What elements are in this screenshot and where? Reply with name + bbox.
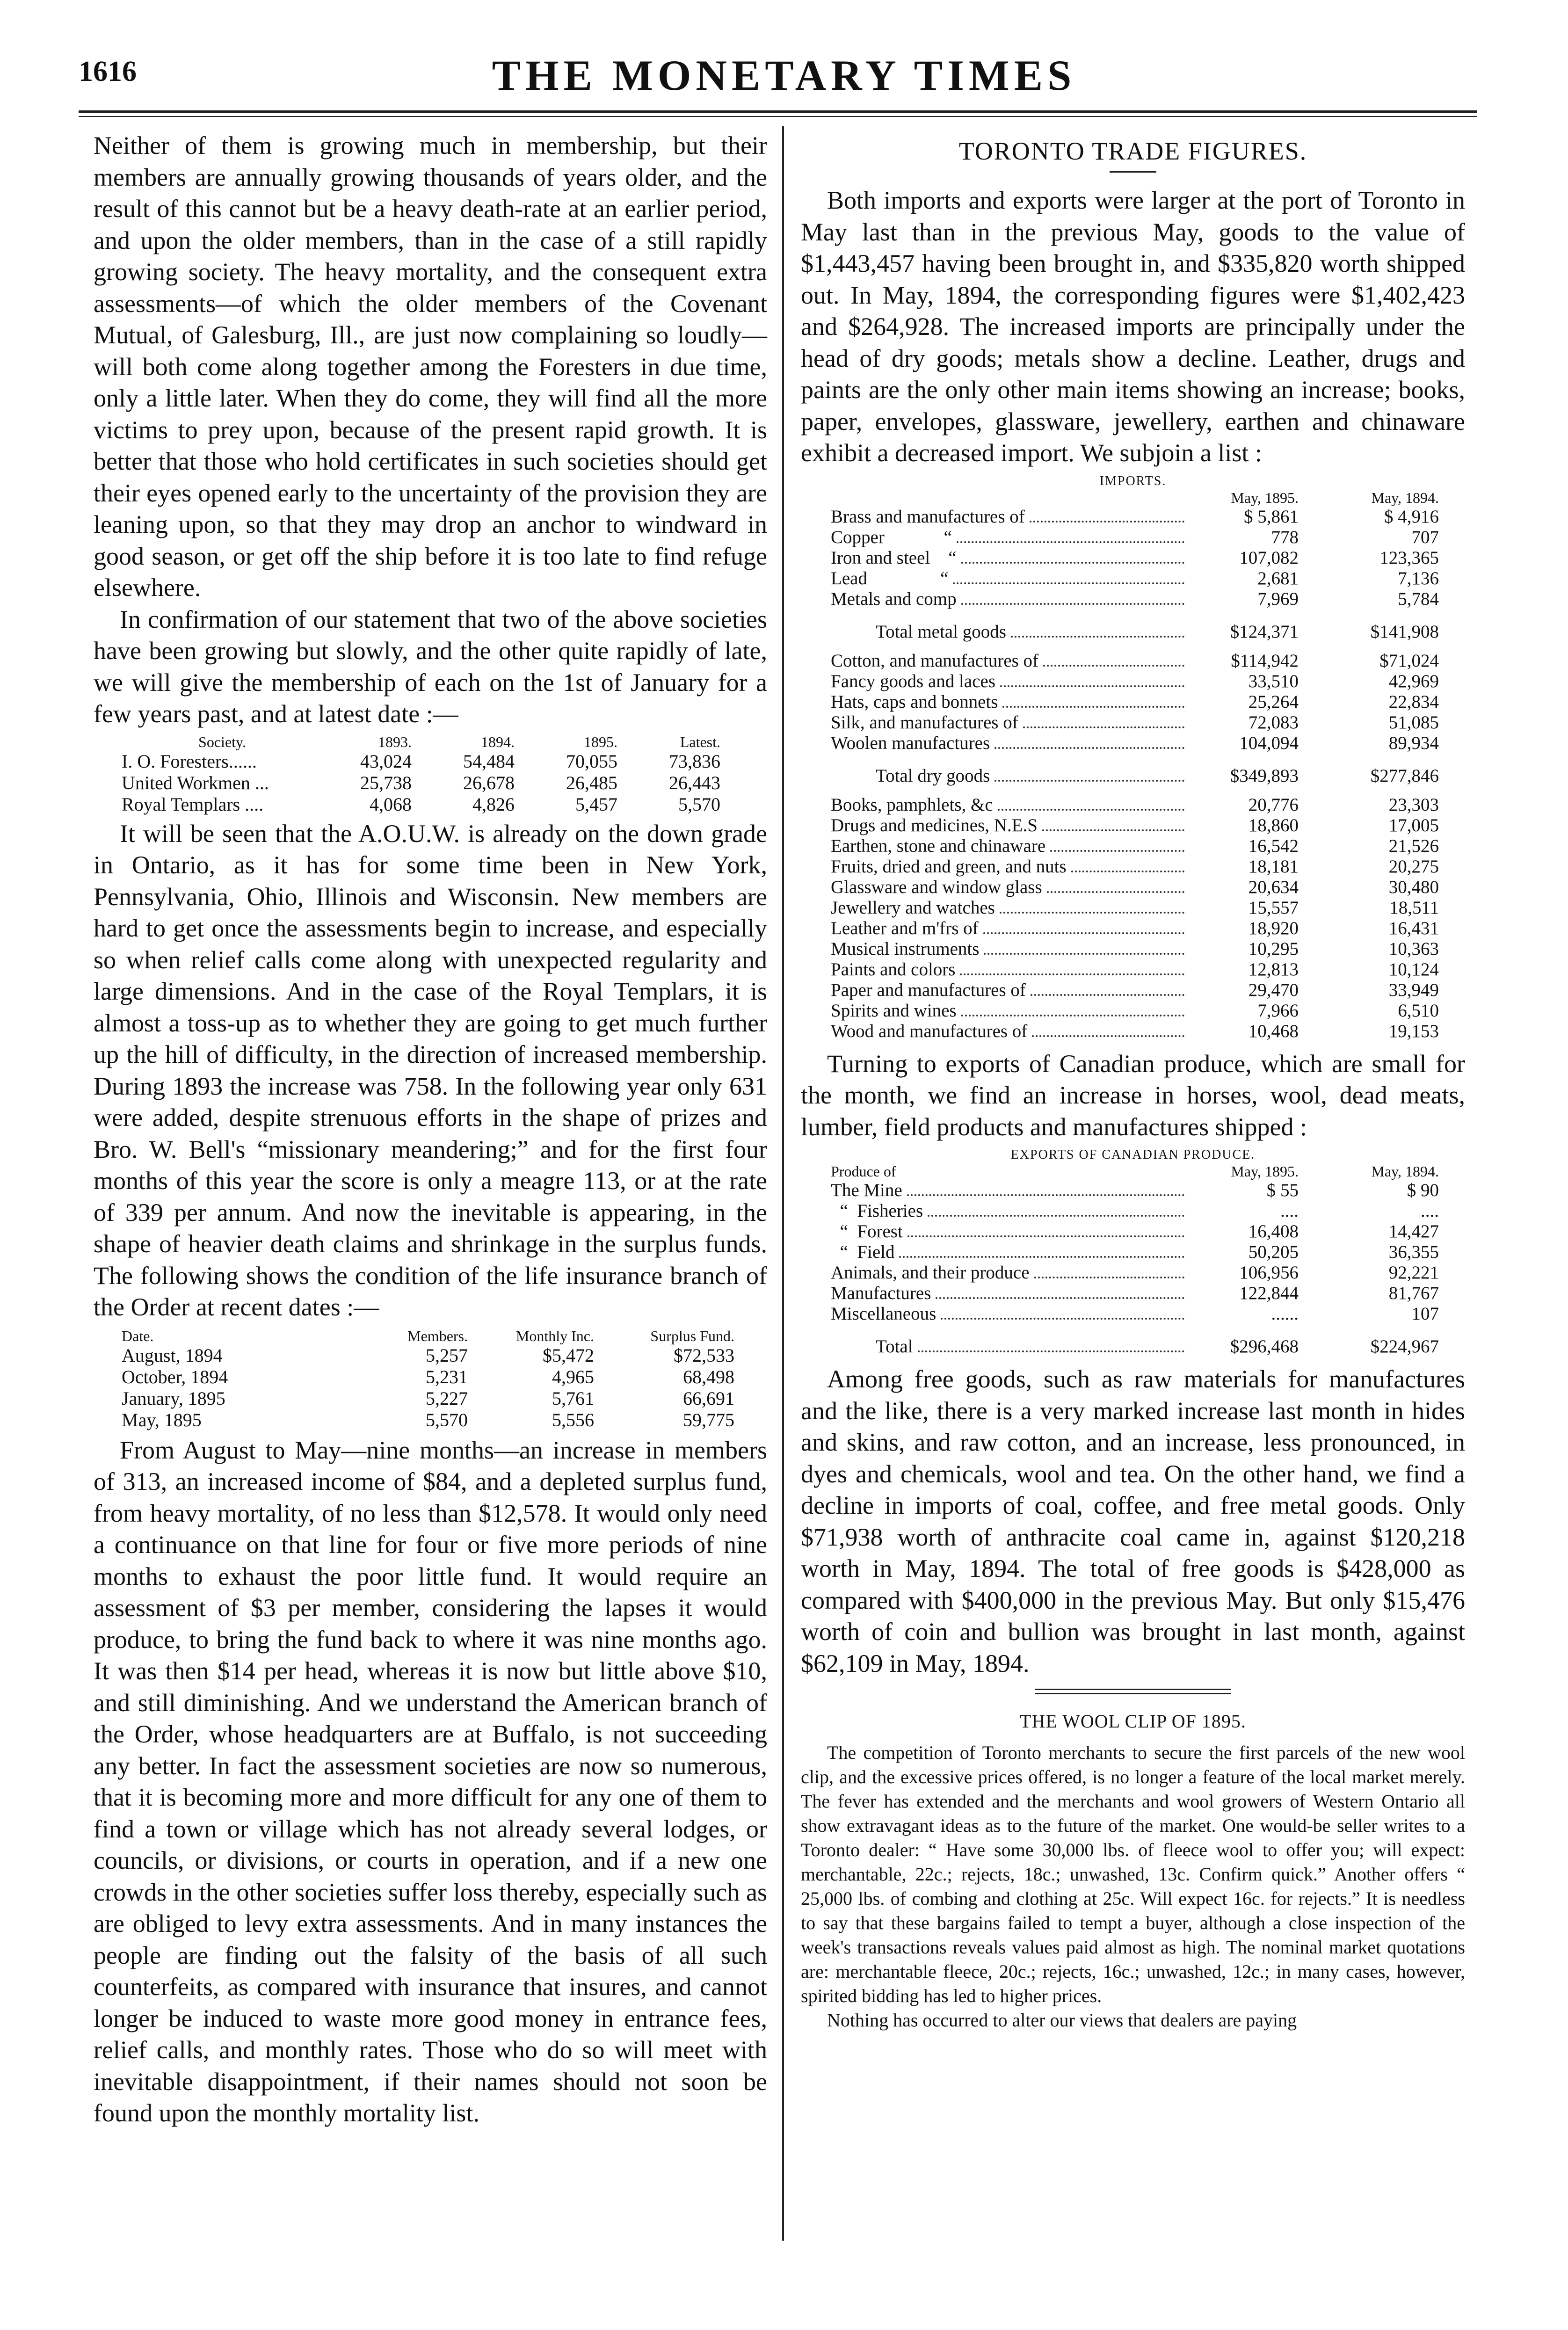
row-label: Total metal goods <box>876 621 1006 642</box>
dot-leader <box>960 973 1184 975</box>
cell-value: $114,942 <box>1231 650 1299 671</box>
row-label: “ Forest <box>831 1221 903 1241</box>
table-row <box>831 507 1439 527</box>
cell-value: 4,826 <box>472 793 515 815</box>
article-paragraph: Turning to exports of Canadian produce, which are small for the month, we find an increase in horses, wool, dead meats, lumber, field products and manufactures shipped : <box>801 1049 1465 1141</box>
row-label: Cotton, and manufactures of <box>831 650 1039 671</box>
section-title: TORONTO TRADE FIGURES. <box>958 137 1307 165</box>
masthead-title: THE MONETARY TIMES <box>492 51 1076 99</box>
dot-leader <box>907 1235 1184 1237</box>
row-label: Wood and manufactures of <box>831 1021 1028 1041</box>
cell-value: 68,498 <box>683 1366 734 1387</box>
dot-leader <box>1032 1035 1184 1037</box>
cell-value: 10,468 <box>1248 1021 1299 1041</box>
row-label: Lead “ <box>831 568 949 588</box>
table-row <box>831 651 1439 671</box>
row-label: United Workmen ... <box>122 772 269 793</box>
table-row <box>831 568 1439 589</box>
cell-value: 5,761 <box>552 1387 594 1409</box>
cell-value: 19,153 <box>1388 1021 1439 1041</box>
section-title: THE WOOL CLIP OF 1895. <box>1020 1711 1246 1732</box>
cell-value: 33,949 <box>1388 980 1439 1000</box>
article-paragraph: From August to May—nine months—an increase in members of 313, an increased income of $84, and a depleted surplus fund, from heavy mortality, of no less than $12,578. It would only need a continuance on that line for four or five more periods of nine months to exhaust the poor little fund. It would require an assessment of $3 per member, considering the lapses it would produce, to bring the fund back to where it was nine months ago. It was then $14 per head, whereas it is now but little above $10, and still diminishing. And we understand the American branch of the Order, whose headquarters are at Buffalo, is not succeeding any better. In fact the assessment societies are now so numerous, that it is becoming more and more difficult for any one of them to find a town or village which has not already several lodges, or councils, or divisions, or courts in operation, and if a new one crowds in the other societies suffer loss thereby, especially such as are obliged to levy extra assessments. And in many instances the people are finding out the falsity of the basis of all such counterfeits, as compared with insurance that insures, and cannot longer be induced to waste more good money in entrance fees, relief calls, and monthly rates. Those who do so will meet with inevitable disappointment, if their names should not soon be found upon the monthly mortality list. <box>94 1436 767 2127</box>
table-row <box>831 1221 1439 1242</box>
cell-value: 5,257 <box>426 1344 468 1366</box>
row-label: “ Field <box>831 1242 895 1262</box>
dot-leader <box>941 1318 1184 1320</box>
cell-value: 10,295 <box>1248 938 1299 959</box>
cell-value: 25,738 <box>360 772 412 793</box>
table-row <box>831 1336 1439 1357</box>
row-label: Fruits, dried and green, and nuts <box>831 856 1067 877</box>
table-row <box>831 1021 1439 1042</box>
row-label: Animals, and their produce <box>831 1263 1030 1283</box>
article-paragraph: Both imports and exports were larger at the port of Toronto in May last than in the previous May, goods to the value of $1,443,457 having been brought in, and $335,820 worth shipped out. In May, 1894, the corresponding figures were $1,402,423 and $264,928. The increased imports are principally under the head of dry goods; metals show a decline. Leather, drugs and paints are the only other main items showing an increase; books, paper, envelopes, glassware, jewellery, earthen and chinaware exhibit a decreased import. We subjoin a list : <box>801 186 1465 467</box>
cell-value: $224,967 <box>1370 1336 1439 1357</box>
cell-value: 26,485 <box>566 772 617 793</box>
row-label: Total dry goods <box>876 765 990 786</box>
dot-leader <box>995 747 1184 749</box>
cell-value: $ 55 <box>1266 1180 1299 1200</box>
row-label: Woolen manufactures <box>831 733 990 753</box>
cell-value: $ 4,916 <box>1384 506 1439 527</box>
table-row <box>122 1409 739 1431</box>
table-row <box>831 857 1439 877</box>
cell-value: 21,526 <box>1388 835 1439 856</box>
table-row <box>831 939 1439 959</box>
table-row <box>831 622 1439 642</box>
row-label: Glassware and window glass <box>831 877 1042 897</box>
table-row <box>122 772 730 794</box>
cell-value: 29,470 <box>1248 980 1299 1000</box>
cell-value: 18,860 <box>1248 815 1299 835</box>
row-label: “ Fisheries <box>831 1201 923 1221</box>
dot-leader <box>928 1215 1184 1217</box>
table-header-row <box>831 1162 1439 1180</box>
cell-value: 43,024 <box>360 750 412 772</box>
life-insurance-table <box>122 1327 739 1431</box>
cell-value: 81,767 <box>1388 1283 1439 1303</box>
cell-value: .... <box>1280 1201 1299 1221</box>
article-paragraph: Neither of them is growing much in membership, but their members are annually growing thousands of years older, and the result of this cannot but be a heavy death-rate at an earlier period, and upon the older members, than in the case of a still rapidly growing society. The heavy mortality, and the consequent extra assessments—of which the older members of the Covenant Mutual, of Galesburg, Ill., are just now complaining so loudly—will both come along together among the Foresters in due time, only a little later. When they do come, they will find all the more victims to prey upon, because of the present rapid growth. It is better that those who hold certificates in such societies should get their eyes opened early to the uncertainty of the provision they are leaning upon, so that they may drop an anchor to windward in good season, or get off the ship before it is too late to find refuge elsewhere. <box>94 131 767 602</box>
table-row <box>831 527 1439 548</box>
row-label: Jewellery and watches <box>831 897 995 918</box>
cell-value: 5,570 <box>678 793 720 815</box>
row-label: Leather and m'frs of <box>831 918 979 938</box>
dot-leader <box>961 1015 1184 1016</box>
dot-leader <box>1034 1277 1184 1278</box>
column-header: 1893. <box>378 733 412 750</box>
cell-value: 5,556 <box>552 1409 594 1430</box>
cell-value: 72,083 <box>1248 712 1299 733</box>
column-header: Members. <box>407 1327 468 1344</box>
table-row <box>831 1283 1439 1304</box>
cell-value: 66,691 <box>683 1387 734 1409</box>
article-paragraph: Nothing has occurred to alter our views that dealers are paying <box>827 2010 1297 2031</box>
cell-value: 4,965 <box>552 1366 594 1387</box>
cell-value: $71,024 <box>1379 650 1439 671</box>
table-row <box>122 1366 739 1388</box>
right-column <box>801 130 1465 2032</box>
row-label: Hats, caps and bonnets <box>831 691 998 712</box>
row-label: Metals and comp <box>831 588 957 609</box>
cell-value: $ 5,861 <box>1244 506 1299 527</box>
article-paragraph: Among free goods, such as raw materials for manufactures and the like, there is a very marked increase last month in hides and skins, and raw cotton, and an increase, less pronounced, in dyes and chemicals, wool and tea. On the other hand, we find a decline in imports of coal, coffee, and free metal goods. Only $71,938 worth of anthracite coal came in, against $120,218 worth in May, 1894. The total of free goods is $428,000 as compared with $400,000 in the previous May. But only $15,476 worth of coin and bullion was brought in last month, against $62,109 in May, 1894. <box>801 1365 1465 1677</box>
row-label: Brass and manufactures of <box>831 506 1025 527</box>
cell-value: 54,484 <box>463 750 515 772</box>
cell-value: 18,181 <box>1248 856 1299 877</box>
table-row <box>831 733 1439 754</box>
table-row <box>831 692 1439 712</box>
cell-value: 26,443 <box>669 772 720 793</box>
table-row <box>831 1201 1439 1221</box>
column-header: May, 1894. <box>1371 489 1439 506</box>
cell-value: 22,834 <box>1388 691 1439 712</box>
row-label: January, 1895 <box>122 1387 225 1409</box>
table-row <box>831 712 1439 733</box>
table-row <box>122 794 730 815</box>
cell-value: 18,920 <box>1248 918 1299 938</box>
dot-leader <box>907 1194 1184 1196</box>
cell-value: 30,480 <box>1388 877 1439 897</box>
cell-value: $277,846 <box>1370 765 1439 786</box>
cell-value: 36,355 <box>1388 1242 1439 1262</box>
table-row <box>831 1263 1439 1283</box>
cell-value: $141,908 <box>1370 621 1439 642</box>
table-row <box>831 980 1439 1001</box>
row-label: Books, pamphlets, &c <box>831 794 993 815</box>
cell-value: 6,510 <box>1398 1000 1439 1021</box>
cell-value: 23,303 <box>1388 794 1439 815</box>
imports-caption: IMPORTS. <box>1099 473 1167 488</box>
cell-value: 92,221 <box>1388 1263 1439 1283</box>
column-header: Surplus Fund. <box>650 1327 734 1344</box>
cell-value: 10,363 <box>1388 938 1439 959</box>
cell-value: 707 <box>1411 527 1439 547</box>
cell-value: 16,431 <box>1388 918 1439 938</box>
table-row <box>831 918 1439 939</box>
exports-table <box>831 1162 1439 1357</box>
page-number: 1616 <box>79 56 137 87</box>
cell-value: 123,365 <box>1379 547 1439 568</box>
row-label: Paints and colors <box>831 959 956 980</box>
table-row <box>831 548 1439 568</box>
dot-leader <box>1047 891 1184 893</box>
table-row <box>831 766 1439 786</box>
dot-leader <box>1023 726 1184 728</box>
dot-leader <box>899 1256 1184 1258</box>
section-rule <box>1035 1689 1231 1690</box>
row-label: I. O. Foresters...... <box>122 750 257 772</box>
dot-leader <box>1000 912 1184 914</box>
cell-value: $124,371 <box>1230 621 1299 642</box>
table-row <box>831 671 1439 692</box>
dot-leader <box>961 562 1184 564</box>
article-paragraph: The competition of Toronto merchants to secure the first parcels of the new wool clip, and the excessive prices offered, is no longer a feature of the local market merely. The fever has extended and the merchants and wool growers of Western Ontario all show extravagant ideas as to the future of the market. One would-be seller writes to a Toronto dealer: “ Have some 30,000 lbs. of fleece wool to offer you; will expect: merchantable, 22c.; rejects, 18c.; unwashed, 13c. Confirm quick.” Another offers “ 25,000 lbs. of combing and clothing at 25c. Will expect 16c. for rejects.” It is needless to say that these bargains failed to tempt a buyer, although a close inspection of the week's transactions reveals values paid almost as high. The nominal market quotations are: merchantable fleece, 20c.; rejects, 16c.; unwashed, 12c.; in many cases, however, spirited bidding has led to higher prices. <box>801 1742 1465 2006</box>
table-row <box>831 1001 1439 1021</box>
cell-value: 50,205 <box>1248 1242 1299 1262</box>
cell-value: 20,776 <box>1248 794 1299 815</box>
table-row <box>122 1388 739 1409</box>
dot-leader <box>1042 829 1184 831</box>
column-header: Produce of <box>831 1163 896 1180</box>
cell-value: 5,457 <box>575 793 617 815</box>
row-label: August, 1894 <box>122 1344 223 1366</box>
cell-value: 104,094 <box>1239 733 1299 753</box>
row-label: Earthen, stone and chinaware <box>831 835 1046 856</box>
cell-value: $5,472 <box>543 1344 594 1366</box>
dot-leader <box>1011 636 1184 638</box>
table-row <box>831 898 1439 918</box>
cell-value: 73,836 <box>669 750 720 772</box>
column-divider <box>782 126 784 2241</box>
dot-leader <box>918 1350 1184 1352</box>
column-header: Monthly Inc. <box>515 1327 594 1344</box>
cell-value: 70,055 <box>566 750 617 772</box>
dot-leader <box>984 953 1184 955</box>
dot-leader <box>983 932 1184 934</box>
cell-value: 15,557 <box>1248 897 1299 918</box>
cell-value: 5,231 <box>426 1366 468 1387</box>
cell-value: 107,082 <box>1239 547 1299 568</box>
table-row <box>831 1180 1439 1201</box>
row-label: Manufactures <box>831 1283 931 1303</box>
dot-leader <box>1071 871 1184 872</box>
row-label: Silk, and manufactures of <box>831 712 1018 733</box>
cell-value: 5,570 <box>426 1409 468 1430</box>
column-header: Latest. <box>680 733 720 750</box>
column-header: 1895. <box>584 733 617 750</box>
cell-value: 20,275 <box>1388 856 1439 877</box>
cell-value: $349,893 <box>1230 765 1299 786</box>
row-label: The Mine <box>831 1180 902 1200</box>
imports-table <box>831 489 1439 1042</box>
row-label: Copper “ <box>831 527 952 547</box>
table-row <box>831 795 1439 815</box>
row-label: Fancy goods and laces <box>831 671 995 691</box>
row-label: Royal Templars .... <box>122 793 264 815</box>
cell-value: 4,068 <box>370 793 412 815</box>
exports-caption: EXPORTS OF CANADIAN PRODUCE. <box>1010 1147 1256 1162</box>
column-header: May, 1895. <box>1231 1163 1299 1180</box>
column-header: Date. <box>122 1327 154 1344</box>
cell-value: 25,264 <box>1248 691 1299 712</box>
column-header: May, 1894. <box>1371 1163 1439 1180</box>
cell-value: 14,427 <box>1388 1221 1439 1241</box>
section-rule <box>1035 1693 1231 1694</box>
row-label: Drugs and medicines, N.E.S <box>831 815 1038 835</box>
column-header: 1894. <box>481 733 515 750</box>
table-row <box>122 751 730 772</box>
header-rule-thin <box>79 116 1477 117</box>
row-label: Total <box>876 1336 913 1357</box>
dot-leader <box>1043 665 1184 667</box>
cell-value: 7,136 <box>1398 568 1439 588</box>
cell-value: 12,813 <box>1248 959 1299 980</box>
dot-leader <box>1031 994 1184 996</box>
row-label: Spirits and wines <box>831 1000 957 1021</box>
dot-leader <box>995 780 1184 782</box>
cell-value: 26,678 <box>463 772 515 793</box>
row-label: Iron and steel “ <box>831 547 957 568</box>
cell-value: 106,956 <box>1239 1263 1299 1283</box>
table-row <box>831 877 1439 898</box>
table-row <box>831 1304 1439 1324</box>
cell-value: $72,533 <box>674 1344 734 1366</box>
table-row <box>831 836 1439 857</box>
cell-value: 18,511 <box>1389 897 1439 918</box>
cell-value: ...... <box>1271 1304 1299 1324</box>
cell-value: 122,844 <box>1239 1283 1299 1303</box>
table-row <box>831 815 1439 836</box>
cell-value: 59,775 <box>683 1409 734 1430</box>
cell-value: 10,124 <box>1388 959 1439 980</box>
cell-value: 778 <box>1271 527 1299 547</box>
table-header-row <box>122 733 730 751</box>
table-row <box>122 1345 739 1366</box>
cell-value: 5,784 <box>1398 588 1439 609</box>
dot-leader <box>953 582 1184 584</box>
cell-value: .... <box>1421 1201 1439 1221</box>
dot-leader <box>1030 521 1184 523</box>
header-rule <box>79 110 1477 113</box>
row-label: Paper and manufactures of <box>831 980 1026 1000</box>
column-header: Society. <box>198 733 246 750</box>
dot-leader <box>957 541 1184 543</box>
cell-value: 17,005 <box>1388 815 1439 835</box>
cell-value: 51,085 <box>1388 712 1439 733</box>
cell-value: 107 <box>1411 1304 1439 1324</box>
left-column <box>94 130 767 2129</box>
cell-value: 33,510 <box>1248 671 1299 691</box>
cell-value: 89,934 <box>1388 733 1439 753</box>
table-row <box>831 959 1439 980</box>
row-label: Miscellaneous <box>831 1304 936 1324</box>
table-header-row <box>122 1327 739 1345</box>
row-label: Musical instruments <box>831 938 980 959</box>
row-label: October, 1894 <box>122 1366 228 1387</box>
article-paragraph: It will be seen that the A.O.U.W. is already on the down grade in Ontario, as it has for some time been in New York, Pennsylvania, Ohio, Illinois and Wisconsin. New members are hard to get once the assessments begin to increase, and especially so when relief calls come along with unexpected regularity and large dimensions. And in the case of the Royal Templars, it is almost a toss-up as to whether they are going to get much further up the hill of difficulty, in the direction of increased membership. During 1893 the increase was 758. In the following year only 631 were added, despite strenuous efforts in the shape of prizes and Bro. W. Bell's “missionary meandering;” and for the first four months of this year the score is only a meagre 113, or at the rate of 339 per annum. And now the inevitable is appearing, in the shape of heavier death claims and shrinkage in the surplus funds. The following shows the condition of the life insurance branch of the Order at recent dates :— <box>94 819 767 1321</box>
article-paragraph: In confirmation of our statement that two of the above societies have been growing but slowly, and the other quite rapidly of late, we will give the membership of each on the 1st of January for a few years past, and at latest date :— <box>94 605 767 728</box>
dot-leader <box>1050 850 1184 852</box>
table-row <box>831 1242 1439 1263</box>
cell-value: 16,408 <box>1248 1221 1299 1241</box>
column-header: May, 1895. <box>1231 489 1299 506</box>
dot-leader <box>961 603 1184 605</box>
cell-value: 20,634 <box>1248 877 1299 897</box>
table-header-row <box>831 489 1439 507</box>
cell-value: 16,542 <box>1248 835 1299 856</box>
cell-value: $296,468 <box>1230 1336 1299 1357</box>
cell-value: 5,227 <box>426 1387 468 1409</box>
cell-value: 7,966 <box>1257 1000 1299 1021</box>
dot-leader <box>936 1297 1184 1299</box>
dot-leader <box>1002 706 1184 708</box>
dot-leader <box>1000 685 1184 687</box>
table-row <box>831 589 1439 610</box>
cell-value: 42,969 <box>1388 671 1439 691</box>
dot-leader <box>998 809 1184 811</box>
title-rule <box>1110 171 1156 173</box>
cell-value: 2,681 <box>1257 568 1299 588</box>
society-membership-table <box>122 733 730 815</box>
cell-value: 7,969 <box>1257 588 1299 609</box>
cell-value: $ 90 <box>1407 1180 1439 1200</box>
row-label: May, 1895 <box>122 1409 202 1430</box>
